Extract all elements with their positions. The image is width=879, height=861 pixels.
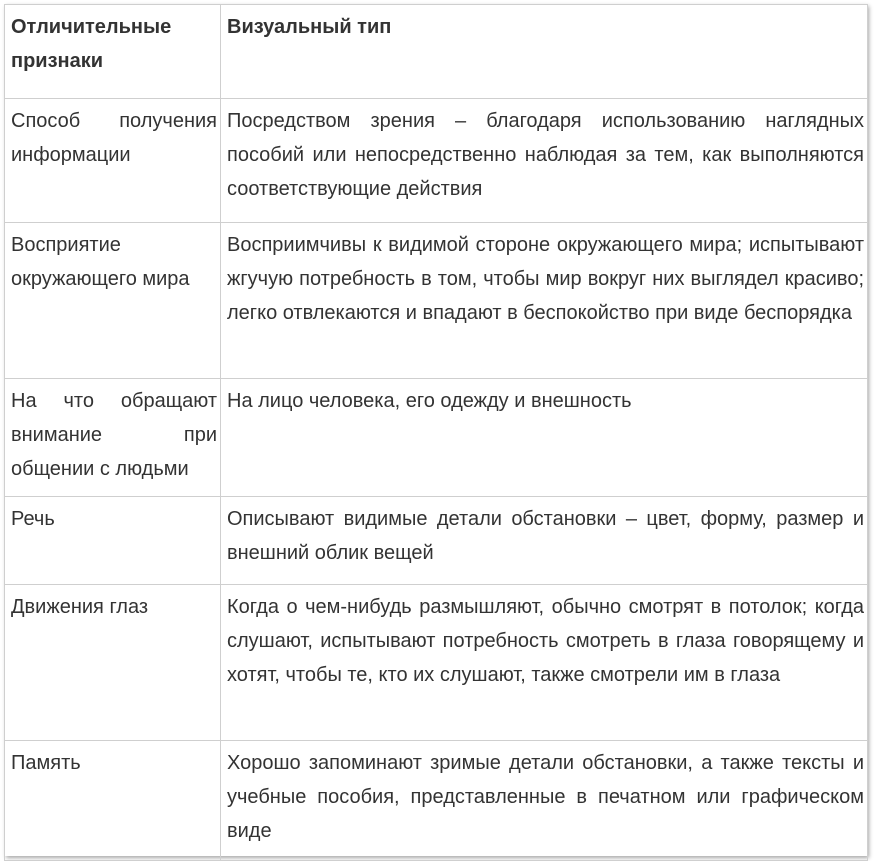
table-row xyxy=(5,379,868,497)
feature-cell xyxy=(5,99,221,223)
visual-text: Описывают видимые детали обстановки – цвет, форму, размер и внешний облик вещей xyxy=(227,508,864,564)
feature-cell xyxy=(5,497,221,585)
feature-text: На что обращают внимание при общении с людьми xyxy=(11,390,217,480)
visual-cell xyxy=(221,585,868,741)
table-row xyxy=(5,585,868,741)
feature-text: Способ получения информации xyxy=(11,110,217,166)
feature-cell xyxy=(5,379,221,497)
visual-text: На лицо человека, его одежду и внешность xyxy=(227,390,632,412)
table-frame xyxy=(4,4,867,856)
feature-text: Восприятие окружающего мира xyxy=(11,234,190,290)
table-row xyxy=(5,497,868,585)
feature-cell xyxy=(5,223,221,379)
visual-cell xyxy=(221,497,868,585)
feature-cell xyxy=(5,741,221,861)
table-header-row xyxy=(5,5,868,99)
feature-text: Движения глаз xyxy=(11,596,149,618)
feature-text: Речь xyxy=(11,508,55,530)
comparison-table xyxy=(4,4,868,861)
visual-text: Восприимчивы к видимой стороне окружающего мира; испытывают жгучую потребность в том, чтобы мир вокруг них выглядел красиво; легко отвлекаются и впадают в беспокойство при виде беспорядка xyxy=(227,234,864,324)
visual-cell xyxy=(221,741,868,861)
visual-cell xyxy=(221,223,868,379)
visual-cell xyxy=(221,99,868,223)
feature-text: Память xyxy=(11,752,81,774)
visual-text: Хорошо запоминают зримые детали обстановки, а также тексты и учебные пособия, представленные в печатном или графическом виде xyxy=(227,752,864,842)
table-row xyxy=(5,741,868,861)
table-row xyxy=(5,223,868,379)
feature-cell xyxy=(5,585,221,741)
header-features: Отличительные признаки xyxy=(5,5,221,99)
visual-text: Посредством зрения – благодаря использованию наглядных пособий или непосредственно наблюдая за тем, как выполняются соответствующие действия xyxy=(227,110,864,200)
visual-text: Когда о чем-нибудь размышляют, обычно смотрят в потолок; когда слушают, испытывают потребность смотреть в глаза говорящему и хотят, чтобы те, кто их слушают, также смотрели им в глаза xyxy=(227,596,864,686)
header-visual-type: Визуальный тип xyxy=(221,5,868,99)
table-row xyxy=(5,99,868,223)
visual-cell xyxy=(221,379,868,497)
